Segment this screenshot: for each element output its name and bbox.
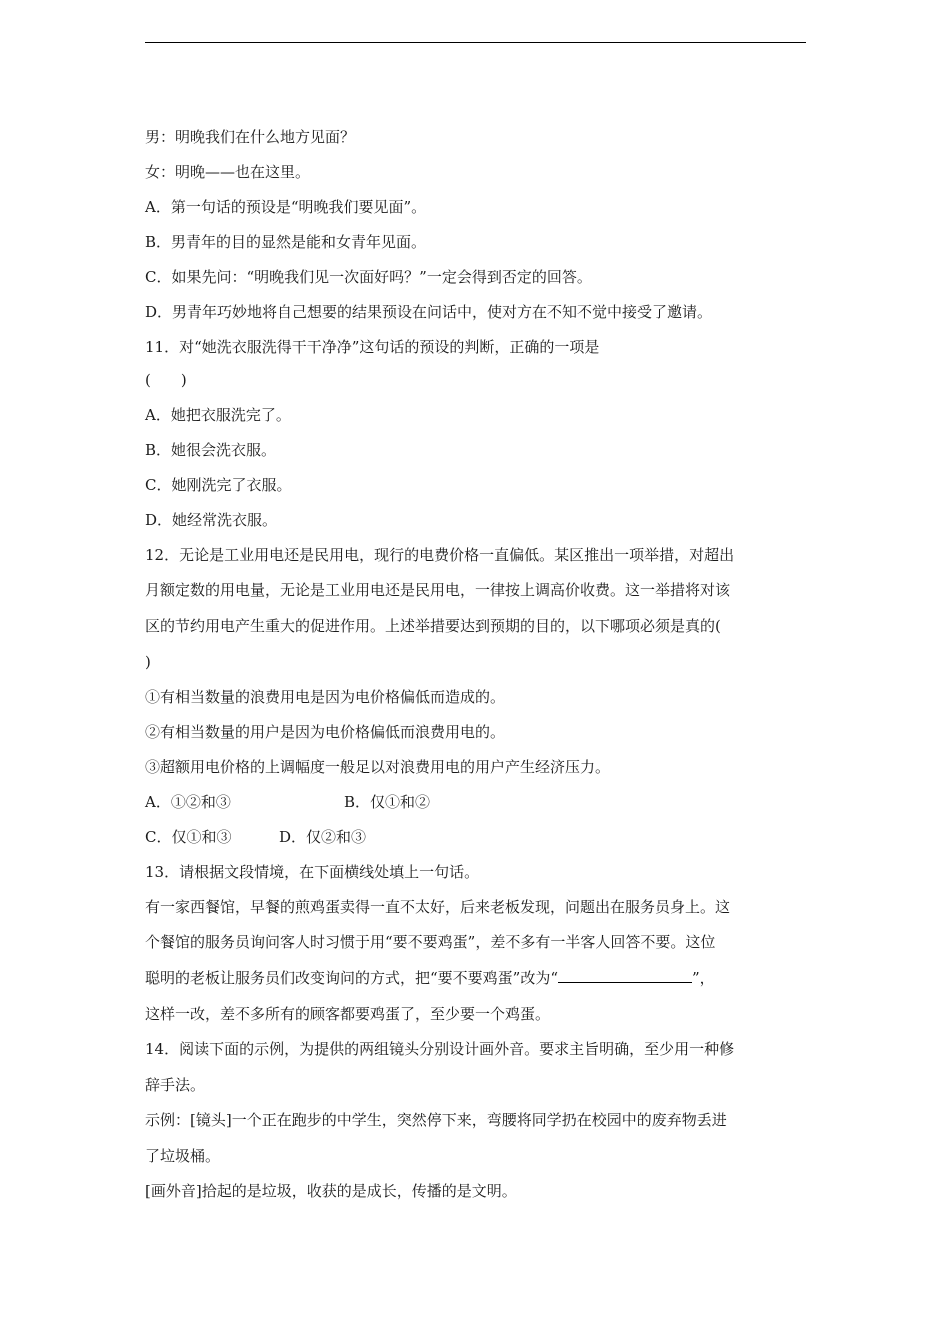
q14-example-line-2: 了垃圾桶。 [145,1147,221,1165]
q13-passage-line-2: 个餐馆的服务员询问客人时习惯于用“要不要鸡蛋”，差不多有一半客人回答不要。这位 [145,933,716,951]
q14-example-line-1: 示例：[镜头]一个正在跑步的中学生，突然停下来，弯腰将同学扔在校园中的废弃物丢进 [145,1111,727,1129]
q14-stem-line-1: 14．阅读下面的示例，为提供的两组镜头分别设计画外音。要求主旨明确，至少用一种修 [145,1040,735,1058]
header-rule [145,42,806,43]
q13-passage-line-3 [145,968,715,988]
q11-option-a: A．她把衣服洗完了。 [145,406,291,424]
q10-option-c: C．如果先问：“明晚我们见一次面好吗？”一定会得到否定的回答。 [145,268,592,286]
dialogue-woman: 女：明晚——也在这里。 [145,163,311,181]
q10-option-d: D．男青年巧妙地将自己想要的结果预设在问话中，使对方在不知不觉中接受了邀请。 [145,303,713,321]
q14-stem-line-2: 辞手法。 [145,1076,206,1094]
q12-stem-line-2: 月额定数的用电量，无论是工业用电还是民用电，一律按上调高价收费。这一举措将对该 [145,581,731,599]
q12-option-b: B．仅①和② [344,793,431,811]
q10-option-b: B．男青年的目的显然是能和女青年见面。 [145,233,427,251]
q13-stem: 13．请根据文段情境，在下面横线处填上一句话。 [145,863,480,881]
q11-option-c: C．她刚洗完了衣服。 [145,476,292,494]
q13-passage-line-1: 有一家西餐馆，早餐的煎鸡蛋卖得一直不太好，后来老板发现，问题出在服务员身上。这 [145,898,731,916]
q12-answer-paren: ) [145,653,151,671]
q12-statement-3: ③超额用电价格的上调幅度一般足以对浪费用电的用户产生经济压力。 [145,758,611,776]
q11-stem: 11．对“她洗衣服洗得干干净净”这句话的预设的判断，正确的一项是 [145,338,600,356]
answer-blank[interactable] [558,968,692,983]
q10-option-a: A．第一句话的预设是“明晚我们要见面”。 [145,198,427,216]
q12-option-a: A．①②和③ [145,793,231,811]
q12-stem-line-3: 区的节约用电产生重大的促进作用。上述举措要达到预期的目的，以下哪项必须是真的( [145,617,721,635]
q12-statement-2: ②有相当数量的用户是因为电价格偏低而浪费用电的。 [145,723,506,741]
q11-option-d: D．她经常洗衣服。 [145,511,278,529]
q12-statement-1: ①有相当数量的浪费用电是因为电价格偏低而造成的。 [145,688,506,706]
q12-option-d: D．仅②和③ [279,828,367,846]
q14-voiceover: [画外音]拾起的是垃圾，收获的是成长，传播的是文明。 [145,1182,517,1200]
dialogue-man: 男：明晚我们在什么地方见面？ [145,128,356,146]
q11-option-b: B．她很会洗衣服。 [145,441,277,459]
q13-passage-line-4: 这样一改，差不多所有的顾客都要鸡蛋了，至少要一个鸡蛋。 [145,1005,551,1023]
q13-fill-before: 聪明的老板让服务员们改变询问的方式，把“要不要鸡蛋”改为“ [145,969,559,987]
q12-stem-line-1: 12．无论是工业用电还是民用电，现行的电费价格一直偏低。某区推出一项举措，对超出 [145,546,735,564]
q12-option-c: C．仅①和③ [145,828,232,846]
q11-answer-paren: ( ) [145,371,187,389]
q13-fill-after: ”， [692,969,715,987]
